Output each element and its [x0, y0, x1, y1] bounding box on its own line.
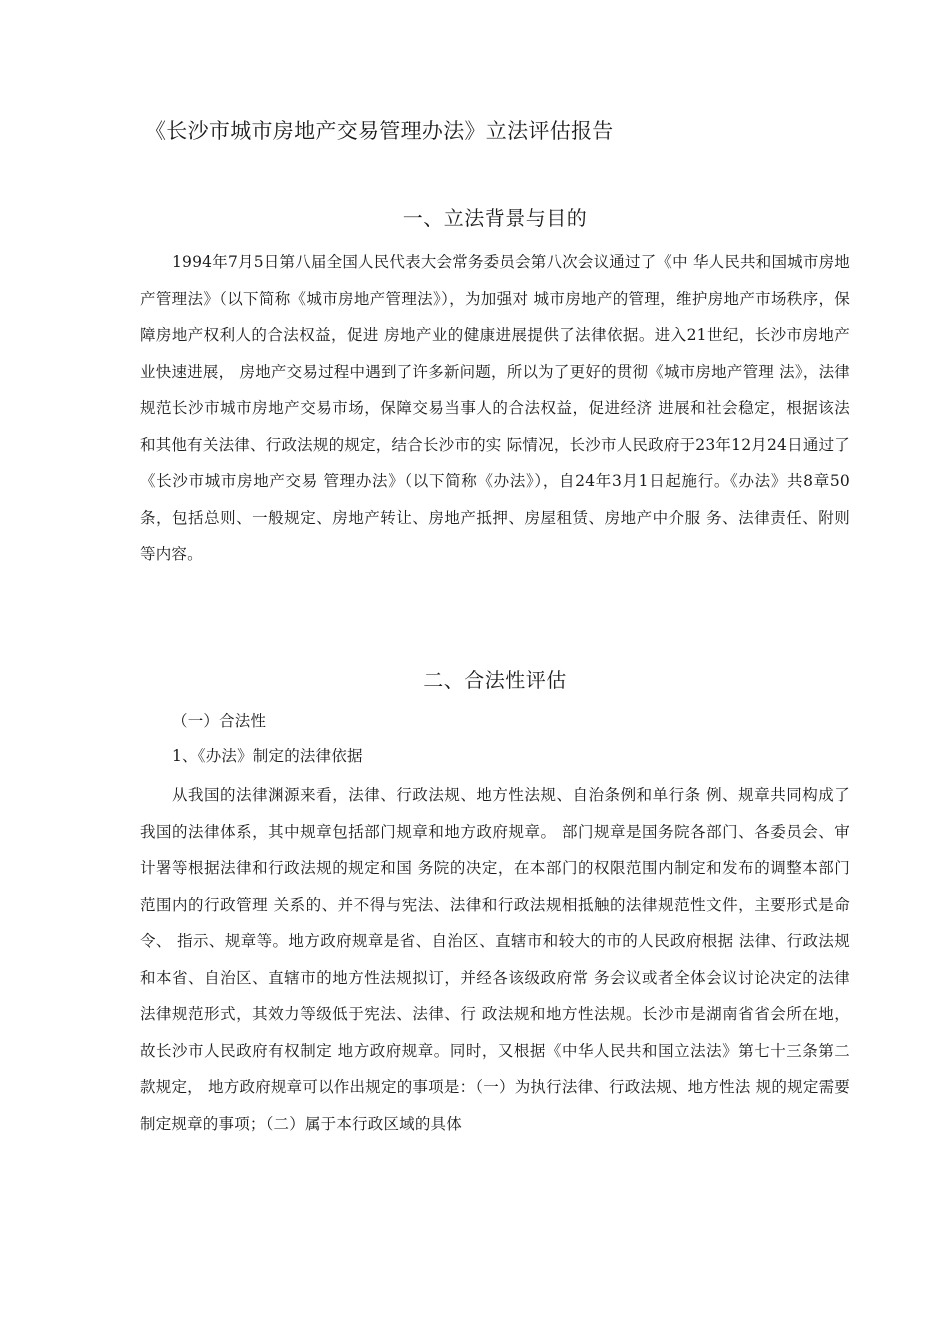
paragraph-background: 1994年7月5日第八届全国人民代表大会常务委员会第八次会议通过了《中 华人民共和国城市房地产管理法》（以下简称《城市房地产管理法》），为加强对 城市房地产的管理，维护房地产市场秩序，保障房地产权利人的合法权益，促进 房地产业的健康进展提供了法律依据。进入21世纪，长沙市房地产业快速进展， 房地产交易过程中遇到了许多新问题，所以为了更好的贯彻《城市房地产管理 法》，法律规范长沙市城市房地产交易市场，保障交易当事人的合法权益，促进经济 进展和社会稳定，根据该法和其他有关法律、行政法规的规定，结合长沙市的实 际情况，长沙市人民政府于23年12月24日通过了《长沙市城市房地产交易 管理办法》（以下简称《办法》），自24年3月1日起施行。《办法》共8章50 条，包括总则、一般规定、房地产转让、房地产抵押、房屋租赁、房地产中介服 务、法律责任、附则等内容。 [140, 253, 850, 563]
subheading-legality: （一）合法性 [172, 712, 267, 730]
paragraph-legal-sources: 从我国的法律渊源来看，法律、行政法规、地方性法规、自治条例和单行条 例、规章共同构成了我国的法律体系，其中规章包括部门规章和地方政府规章。 部门规章是国务院各部门、各委员会、审计署等根据法律和行政法规的规定和国 务院的决定，在本部门的权限范围内制定和发布的调整本部门范围内的行政管理 关系的、并不得与宪法、法律和行政法规相抵触的法律规范性文件，主要形式是命令、 指示、规章等。地方政府规章是省、自治区、直辖市和较大的市的人民政府根据 法律、行政法规和本省、自治区、直辖市的地方性法规拟订，并经各该级政府常 务会议或者全体会议讨论决定的法律法律规范形式，其效力等级低于宪法、法律、行 政法规和地方性法规。长沙市是湖南省省会所在地，故长沙市人民政府有权制定 地方政府规章。同时，又根据《中华人民共和国立法法》第七十三条第二款规定， 地方政府规章可以作出规定的事项是：（一）为执行法律、行政法规、地方性法 规的规定需要制定规章的事项；（二）属于本行政区域的具体 [140, 786, 850, 1133]
document-title: 《长沙市城市房地产交易管理办法》立法评估报告 [145, 119, 614, 143]
subheading-legal-basis: 1、《办法》制定的法律依据 [172, 747, 363, 765]
section-heading-legality: 二、合法性评估 [423, 668, 567, 692]
section-heading-background: 一、立法背景与目的 [402, 206, 588, 230]
